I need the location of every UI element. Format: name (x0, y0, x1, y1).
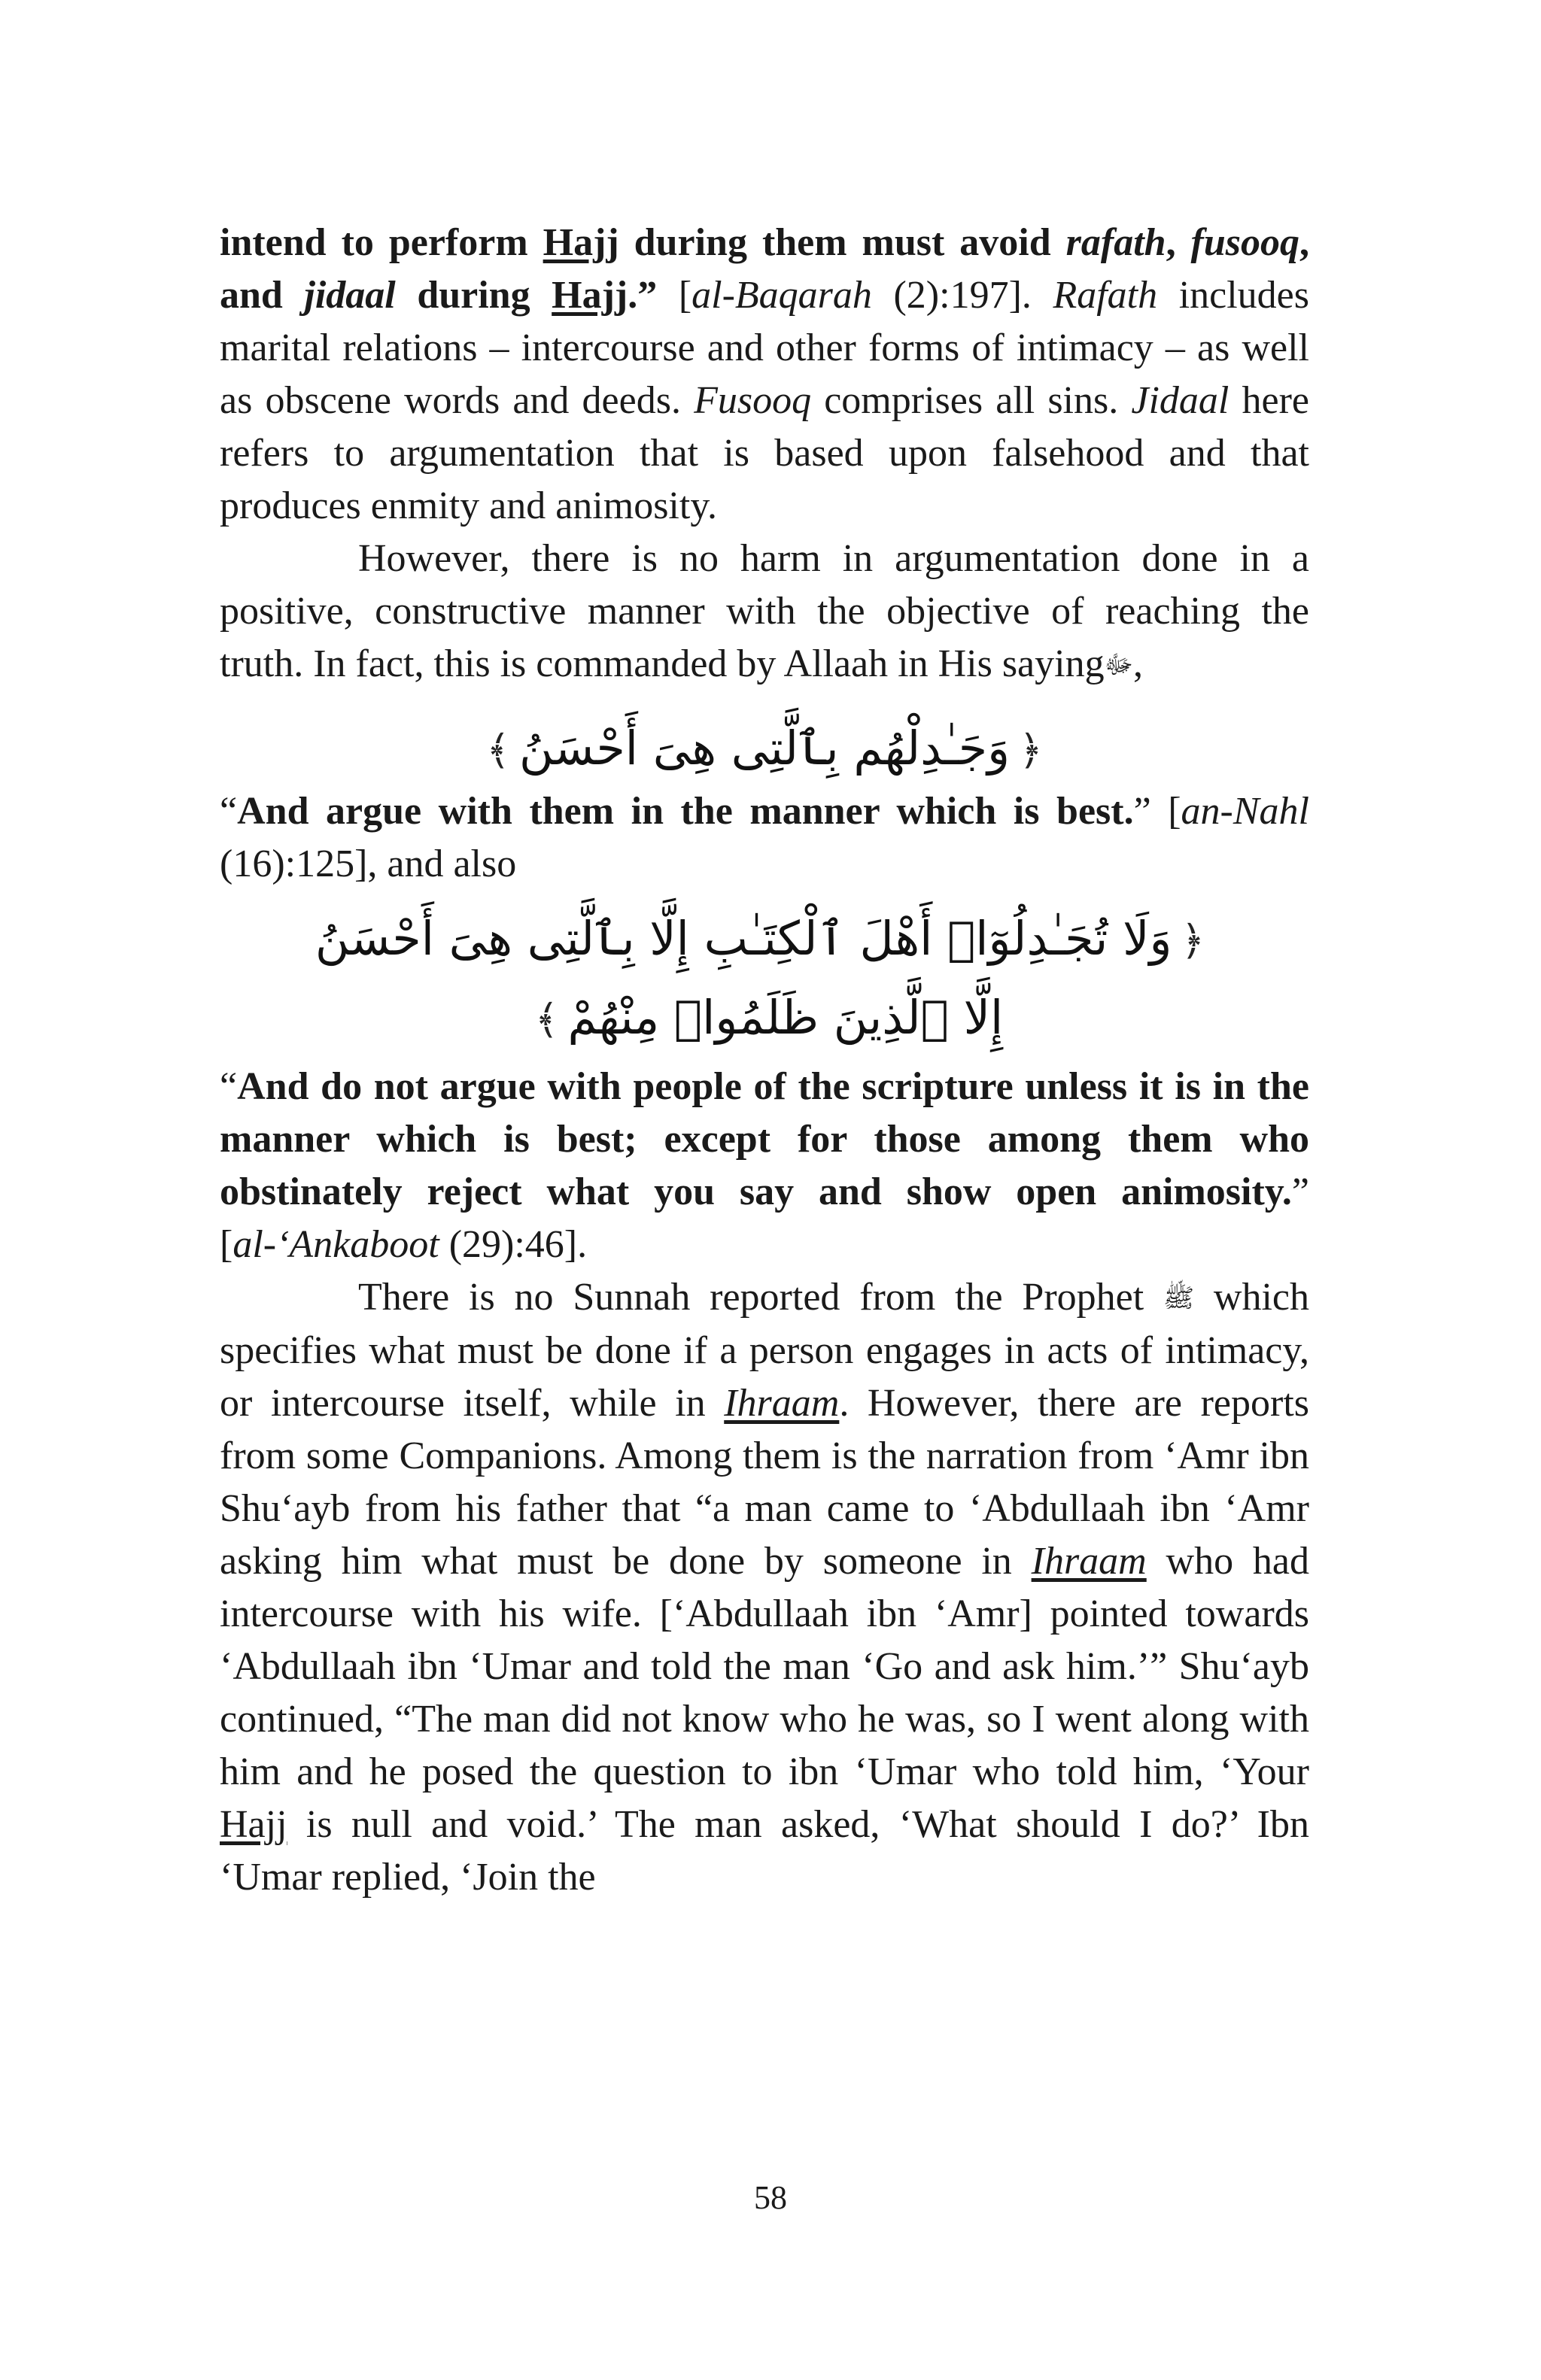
ornate-bracket-open-2: ﴿ (1181, 917, 1205, 964)
p3-d: who had intercourse with his wife. [‘Abdullaah ibn ‘Amr] pointed towards ‘Abdullaah ibn ‘Umar and told the man ‘Go and ask him.’” Shu‘ayb continued, “The man did not know who he was, so I went along with him and he posed the question to ibn ‘Umar who told him, ‘Your (220, 1540, 1309, 1793)
p1-bold-a: intend to perform (220, 221, 543, 264)
p1-reference: al-Baqarah (691, 274, 872, 317)
p1-rafath-2: Rafath (1053, 274, 1158, 317)
p3-hajj: Hajj (220, 1803, 287, 1846)
p3-e: is null and void.’ The man asked, ‘What should I do?’ Ibn ‘Umar replied, ‘Join the (220, 1803, 1309, 1899)
page-body (220, 217, 1309, 1904)
p1-bold-b: during them must avoid (619, 221, 1066, 264)
ornate-bracket-close: ﴾ (486, 727, 510, 774)
p1-bold-c: , (1166, 221, 1191, 264)
translation-1 (220, 785, 1309, 891)
t1-ref-close: (16):125], and also (220, 842, 517, 885)
p1-fusooq-2: Fusooq (694, 379, 812, 422)
p2-text: However, there is no harm in argumentation done in a positive, constructive manner with the objective of reaching the truth. In fact, this is commanded by Allaah in His saying (220, 537, 1309, 685)
p3-ihraam: Ihraam (724, 1382, 840, 1425)
p1-jidaal: jidaal (304, 274, 396, 317)
ornate-bracket-open: ﴿ (1019, 727, 1043, 774)
quran-verse-2-line-1-text: وَلَا تُجَـٰدِلُوٓا۟ أَهْلَ ٱلْكِتَـٰبِ إِلَّا بِٱلَّتِى هِىَ أَحْسَنُ (315, 911, 1172, 966)
p3-ihraam-2: Ihraam (1031, 1540, 1147, 1583)
t1-reference: an-Nahl (1181, 790, 1309, 833)
paragraph-3 (220, 1271, 1309, 1904)
t2-ref-close: (29):46]. (439, 1223, 588, 1266)
p1-rafath: rafath (1065, 221, 1166, 264)
p1-g: [ (657, 274, 692, 317)
t2-quote-open: “ (220, 1065, 238, 1108)
ornate-bracket-close-2: ﴾ (534, 996, 559, 1043)
t2-ref-open: [ (220, 1223, 233, 1266)
p1-h: (2):197]. (871, 274, 1053, 317)
p1-j: comprises all sins. (811, 379, 1132, 422)
p1-hajj: Hajj (543, 221, 619, 264)
p1-fusooq: fusooq (1190, 221, 1300, 264)
t2-quote-close: ” (1291, 1170, 1309, 1213)
t1-quote-close: ” (1133, 790, 1151, 833)
t1-bold: And argue with them in the manner which is best. (237, 790, 1134, 833)
honorific-glyph: ﷻ (1104, 650, 1133, 680)
page-number: 58 (754, 2179, 787, 2216)
prophet-honorific-glyph: ﷺ (1163, 1283, 1195, 1313)
quran-verse-1 (220, 714, 1309, 785)
t1-quote-open: “ (220, 790, 238, 833)
p1-bold-d: , and (220, 221, 1310, 317)
p1-hajj-2: Hajj (552, 274, 628, 317)
paragraph-1 (220, 217, 1309, 533)
p1-bold-f: .” (628, 274, 658, 317)
p2-tail: , (1132, 642, 1143, 685)
quran-verse-1-text: وَجَـٰدِلْهُم بِٱلَّتِى هِىَ أَحْسَنُ (518, 721, 1011, 776)
t1-ref-open: [ (1150, 790, 1181, 833)
quran-verse-2-line-2-text: إِلَّا ٱلَّذِينَ ظَلَمُوا۟ مِنْهُمْ (567, 990, 1004, 1045)
p1-jidaal-2: Jidaal (1131, 379, 1229, 422)
p1-i: includes marital relations – intercourse and other forms of intimacy – as well as obscene words and deeds. (220, 274, 1309, 422)
t2-reference: al-‘Ankaboot (233, 1223, 439, 1266)
quran-verse-2-line-1 (220, 904, 1309, 976)
paragraph-2 (220, 533, 1309, 691)
p3-b: which specifies what must be done if a person engages in acts of intimacy, or intercourse itself, while in (220, 1276, 1309, 1425)
p3-c: . However, there are reports from some Companions. Among them is the narration from ‘Amr ibn Shu‘ayb from his father that “a man came to ‘Abdullaah ibn ‘Amr asking him what must be done by someone in (220, 1382, 1310, 1583)
t2-bold: And do not argue with people of the scripture unless it is in the manner which is best; except for those among them who obstinately reject what you say and show open animosity. (220, 1065, 1309, 1213)
p3-a: There is no Sunnah reported from the Prophet (358, 1276, 1144, 1319)
translation-2 (220, 1061, 1309, 1271)
p1-k: here refers to argumentation that is based upon falsehood and that produces enmity and animosity. (220, 379, 1309, 527)
p1-bold-e: during (395, 274, 552, 317)
quran-verse-2-line-2 (220, 983, 1309, 1055)
